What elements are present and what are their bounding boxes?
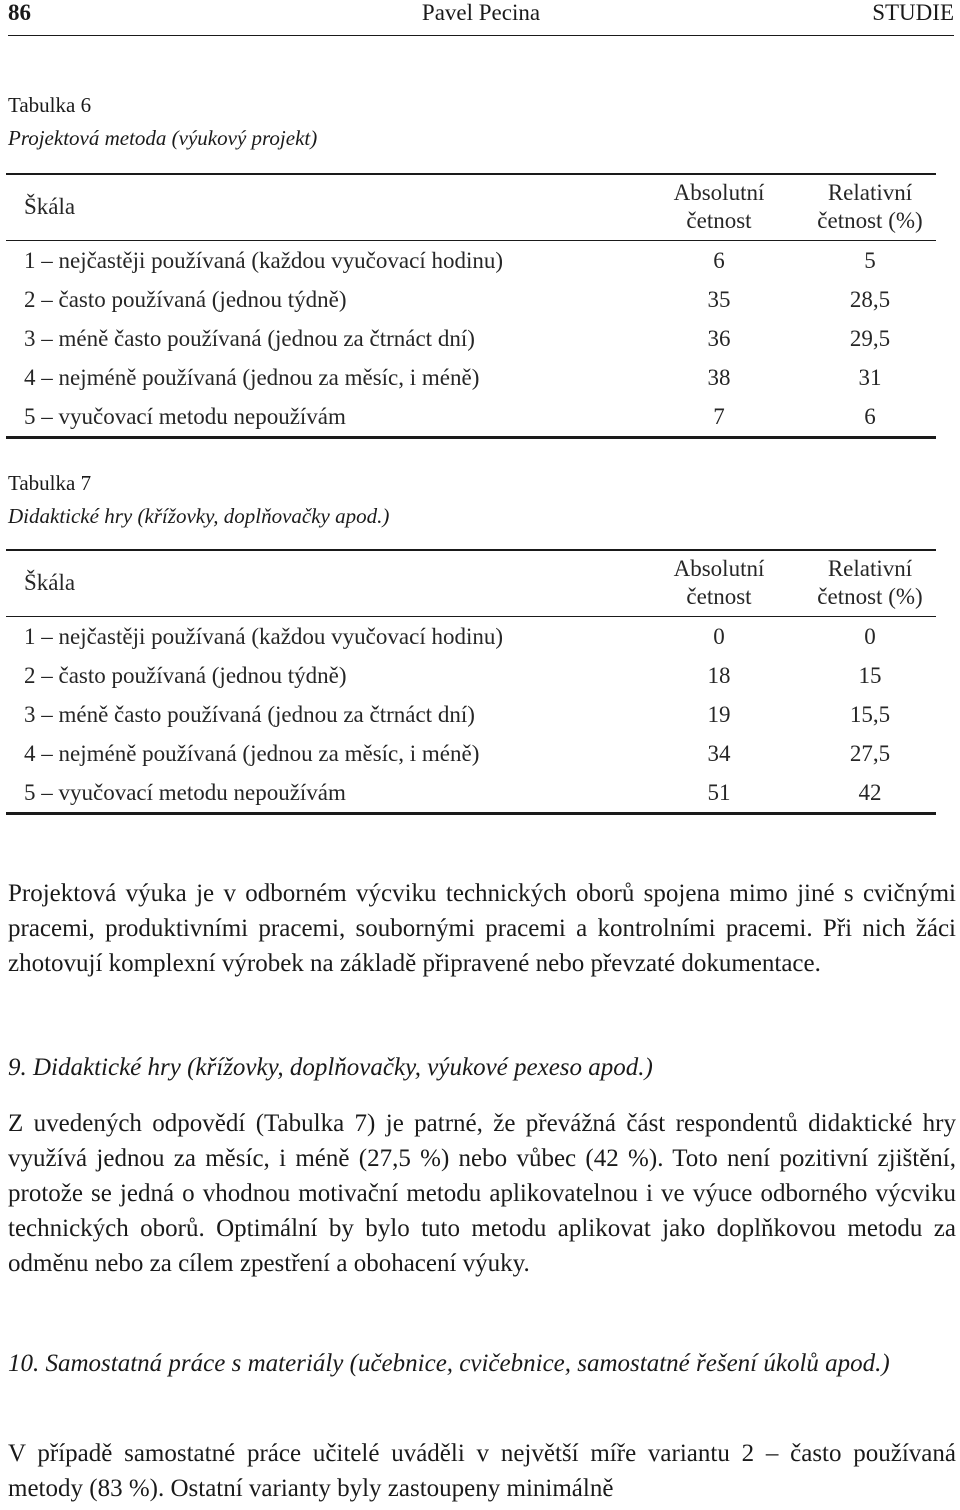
table6-col-abs-line1: Absolutní	[673, 180, 765, 206]
table7-cell-rel: 15	[858, 662, 882, 688]
table6-cell-abs: 36	[707, 325, 731, 351]
table-row	[6, 397, 936, 438]
table7-cell-abs: 51	[707, 779, 731, 805]
table6-cell-rel: 6	[864, 403, 876, 429]
table-row	[6, 616, 936, 656]
table7-cell-abs: 19	[707, 701, 731, 727]
table6-cell-scale: 3 – méně často používaná (jednou za čtrnáct dní)	[24, 325, 475, 351]
table7-cell-scale: 2 – často používaná (jednou týdně)	[24, 662, 347, 688]
table6-col-rel-line1: Relativní	[827, 180, 913, 206]
table6-caption	[8, 92, 317, 151]
running-section: STUDIE	[872, 0, 954, 25]
table7-col-scale: Škála	[24, 570, 76, 596]
running-author: Pavel Pecina	[421, 0, 541, 25]
table7-col-rel	[804, 550, 936, 616]
table6	[6, 173, 936, 439]
table7-col-rel-line2: četnost (%)	[817, 584, 923, 610]
table6-cell-scale: 5 – vyučovací metodu nepoužívám	[24, 403, 346, 429]
heading-section-9: 9. Didaktické hry (křížovky, doplňovačky, výukové pexeso apod.)	[8, 1054, 653, 1081]
table7-title: Didaktické hry (křížovky, doplňovačky apod.)	[8, 504, 390, 528]
table7-cell-abs: 18	[707, 662, 731, 688]
table7-cell-rel: 27,5	[849, 740, 891, 766]
table7	[6, 549, 936, 815]
page-number: 86	[8, 0, 31, 25]
table7-cell-abs: 34	[707, 740, 731, 766]
table6-cell-rel: 29,5	[849, 325, 891, 351]
table6-col-abs	[634, 174, 804, 240]
table6-cell-rel: 31	[858, 364, 882, 390]
table6-cell-scale: 4 – nejméně používaná (jednou za měsíc, i méně)	[24, 364, 480, 390]
paragraph-project-teaching: Projektová výuka je v odborném výcviku technických oborů spojena mimo jiné s cvičnými pracemi, produktivními pracemi, soubornými pracemi a kontrolními pracemi. Při nich žáci zhotovují komplexní výrobek na základě připravené nebo převzaté dokumentace.	[8, 880, 956, 977]
table7-cell-rel: 0	[864, 623, 876, 649]
table7-cell-abs: 0	[713, 623, 725, 649]
table7-cell-rel: 15,5	[849, 701, 891, 727]
table6-cell-scale: 2 – často používaná (jednou týdně)	[24, 286, 347, 312]
table6-label: Tabulka 6	[8, 93, 92, 117]
table6-col-rel-line2: četnost (%)	[817, 208, 923, 234]
table6-cell-abs: 7	[713, 403, 725, 429]
table-row	[6, 280, 936, 319]
table7-col-abs	[634, 550, 804, 616]
table6-cell-rel: 28,5	[849, 286, 891, 312]
header-rule	[8, 35, 954, 36]
table7-col-abs-line2: četnost	[686, 584, 752, 610]
table7-cell-scale: 5 – vyučovací metodu nepoužívám	[24, 779, 346, 805]
table6-cell-scale: 1 – nejčastěji používaná (každou vyučovací hodinu)	[24, 247, 504, 273]
table7-cell-scale: 3 – méně často používaná (jednou za čtrnáct dní)	[24, 701, 475, 727]
table6-cell-abs: 38	[707, 364, 731, 390]
table-row	[6, 773, 936, 814]
table-row	[6, 656, 936, 695]
table-row	[6, 240, 936, 280]
table6-col-rel	[804, 174, 936, 240]
heading-section-10: 10. Samostatná práce s materiály (učebnice, cvičebnice, samostatné řešení úkolů apod.)	[8, 1350, 890, 1377]
table7-col-abs-line1: Absolutní	[673, 556, 765, 582]
table6-col-abs-line2: četnost	[686, 208, 752, 234]
table6-title: Projektová metoda (výukový projekt)	[8, 126, 318, 150]
table6-cell-rel: 5	[864, 247, 876, 273]
table6-col-scale: Škála	[24, 194, 76, 220]
table7-col-rel-line1: Relativní	[827, 556, 913, 582]
table7-label: Tabulka 7	[8, 471, 92, 495]
paragraph-didactic-games: Z uvedených odpovědí (Tabulka 7) je patrné, že převážná část respondentů didaktické hry využívá jednou za měsíc, i méně (27,5 %) nebo vůbec (42 %). Toto není pozitivní zjištění, protože se jedná o vhodnou motivační metodu aplikovatelnou i ve výuce odborného výcviku technických oborů. Optimální by bylo tuto metodu aplikovat jako doplňkovou metodu za odměnu nebo za cílem zpestření a obohacení výuky.	[8, 1110, 956, 1277]
table-row	[6, 734, 936, 773]
table6-cell-abs: 6	[713, 247, 725, 273]
table-row	[6, 358, 936, 397]
paragraph-independent-work: V případě samostatné práce učitelé uváděli v největší míře variantu 2 – často používaná metody (83 %). Ostatní varianty byly zastoupeny minimálně	[8, 1440, 956, 1502]
table7-cell-scale: 1 – nejčastěji používaná (každou vyučovací hodinu)	[24, 623, 504, 649]
page-header	[8, 0, 954, 26]
table7-caption	[8, 470, 389, 529]
table-row	[6, 695, 936, 734]
table6-cell-abs: 35	[707, 286, 731, 312]
table7-cell-rel: 42	[858, 779, 882, 805]
table7-cell-scale: 4 – nejméně používaná (jednou za měsíc, i méně)	[24, 740, 480, 766]
table-row	[6, 319, 936, 358]
